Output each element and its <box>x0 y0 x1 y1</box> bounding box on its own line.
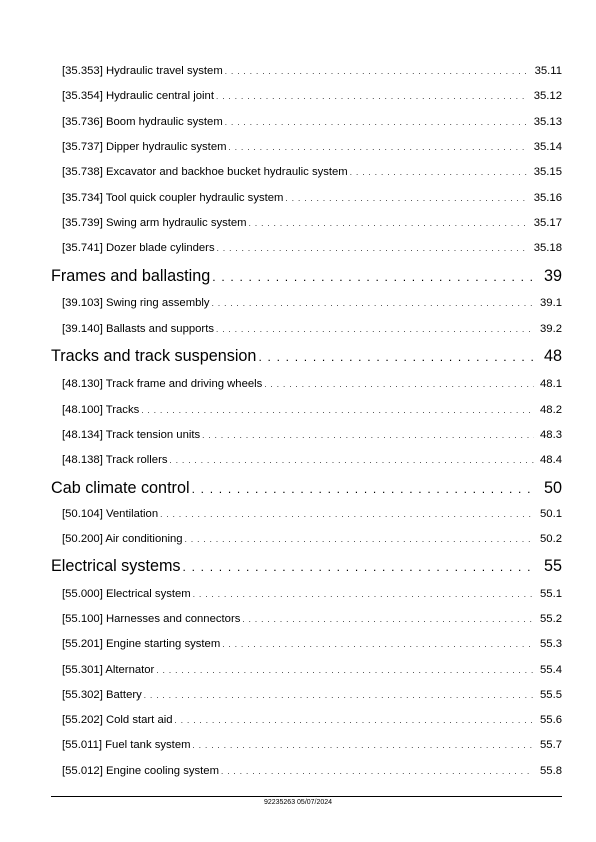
dot-leader <box>141 406 534 415</box>
toc-entry[interactable] <box>62 588 562 604</box>
toc-entry-label: [48.138] Track rollers <box>62 454 168 466</box>
toc-entry-label: [35.736] Boom hydraulic system <box>62 116 223 128</box>
toc-entry[interactable] <box>62 378 562 394</box>
toc-entry[interactable] <box>62 638 562 654</box>
toc-entry-label: [35.737] Dipper hydraulic system <box>62 141 227 153</box>
toc-entry[interactable] <box>62 192 562 208</box>
toc-entry-label: [35.734] Tool quick coupler hydraulic system <box>62 192 284 204</box>
toc-entry-page: 39.2 <box>540 323 562 335</box>
dot-leader <box>193 741 534 750</box>
toc-entry[interactable] <box>62 613 562 629</box>
toc-section-label: Frames and ballasting <box>51 267 211 285</box>
dot-leader <box>175 716 534 725</box>
toc-entry[interactable] <box>62 404 562 420</box>
toc-entry-label: [55.012] Engine cooling system <box>62 765 219 777</box>
dot-leader <box>216 92 528 101</box>
dot-leader <box>193 590 534 599</box>
toc-entry-page: 55.8 <box>540 765 562 777</box>
toc-entry-label: [35.738] Excavator and backhoe bucket hydraulic system <box>62 166 348 178</box>
toc-entry-page: 55.3 <box>540 638 562 650</box>
dot-leader <box>225 67 529 76</box>
dot-leader <box>212 270 534 284</box>
toc-entry-label: [35.739] Swing arm hydraulic system <box>62 217 247 229</box>
toc-entry-page: 35.14 <box>533 141 562 153</box>
toc-section-heading[interactable] <box>51 557 562 579</box>
toc-entry-label: [48.100] Tracks <box>62 404 140 416</box>
toc-entry[interactable] <box>62 90 562 106</box>
toc-entry-label: [50.200] Air conditioning <box>62 533 183 545</box>
dot-leader <box>264 380 534 389</box>
footer-divider <box>51 796 562 797</box>
toc-entry-page: 48.4 <box>540 454 562 466</box>
dot-leader <box>249 219 528 228</box>
toc-entry[interactable] <box>62 533 562 549</box>
toc-entry[interactable] <box>62 242 562 258</box>
dot-leader <box>212 299 534 308</box>
toc-entry-page: 48.2 <box>540 404 562 416</box>
toc-entry-label: [55.202] Cold start aid <box>62 714 173 726</box>
toc-entry-label: [55.011] Fuel tank system <box>62 739 191 751</box>
toc-entry-label: [35.741] Dozer blade cylinders <box>62 242 215 254</box>
toc-section-heading[interactable] <box>51 267 562 289</box>
toc-section-heading[interactable] <box>51 347 562 369</box>
toc-entry[interactable] <box>62 765 562 781</box>
toc-entry[interactable] <box>62 664 562 680</box>
toc-entry[interactable] <box>62 65 562 81</box>
toc-entry[interactable] <box>62 454 562 470</box>
toc-entry-label: [39.103] Swing ring assembly <box>62 297 210 309</box>
toc-section-label: Cab climate control <box>51 479 190 497</box>
toc-entry-label: [55.301] Alternator <box>62 664 155 676</box>
toc-entry-page: 55.7 <box>540 739 562 751</box>
toc-entry-label: [39.140] Ballasts and supports <box>62 323 214 335</box>
toc-entry-page: 35.15 <box>533 166 562 178</box>
toc-entry-label: [50.104] Ventilation <box>62 508 159 520</box>
toc-entry-label: [48.130] Track frame and driving wheels <box>62 378 263 390</box>
toc-entry-page: 55.5 <box>540 689 562 701</box>
toc-entry-label: [35.354] Hydraulic central joint <box>62 90 214 102</box>
toc-entry[interactable] <box>62 739 562 755</box>
toc-entry[interactable] <box>62 297 562 313</box>
dot-leader <box>160 510 534 519</box>
dot-leader <box>183 560 534 574</box>
toc-section-label: Tracks and track suspension <box>51 347 257 365</box>
toc-entry-page: 35.11 <box>534 65 562 77</box>
toc-entry-page: 39.1 <box>540 297 562 309</box>
dot-leader <box>242 615 534 624</box>
toc-entry[interactable] <box>62 166 562 182</box>
toc-entry-page: 35.18 <box>533 242 562 254</box>
toc-entry-page: 35.17 <box>533 217 562 229</box>
toc-entry[interactable] <box>62 116 562 132</box>
toc-section-label: Electrical systems <box>51 557 181 575</box>
dot-leader <box>156 666 534 675</box>
dot-leader <box>217 244 528 253</box>
toc-entry-label: [55.302] Battery <box>62 689 142 701</box>
toc-entry-page: 55.6 <box>540 714 562 726</box>
dot-leader <box>225 118 528 127</box>
toc-entry[interactable] <box>62 429 562 445</box>
toc-entry-label: [55.100] Harnesses and connectors <box>62 613 241 625</box>
toc-entry-label: [55.201] Engine starting system <box>62 638 221 650</box>
toc-section-page: 39 <box>543 267 562 285</box>
toc-entry-page: 35.13 <box>533 116 562 128</box>
dot-leader <box>192 482 534 496</box>
toc-section-heading[interactable] <box>51 479 562 501</box>
toc-section-page: 50 <box>543 479 562 497</box>
toc-entry[interactable] <box>62 323 562 339</box>
dot-leader <box>144 691 534 700</box>
toc-entry[interactable] <box>62 508 562 524</box>
toc-entry-page: 48.3 <box>540 429 562 441</box>
footer-document-id: 92235263 05/07/2024 <box>263 799 333 806</box>
toc-section-page: 48 <box>543 347 562 365</box>
toc-entry[interactable] <box>62 689 562 705</box>
toc-entry-page: 55.1 <box>540 588 562 600</box>
dot-leader <box>229 143 528 152</box>
toc-entry-page: 48.1 <box>540 378 562 390</box>
toc-entry[interactable] <box>62 217 562 233</box>
toc-entry[interactable] <box>62 714 562 730</box>
dot-leader <box>258 350 534 364</box>
dot-leader <box>185 535 534 544</box>
dot-leader <box>202 431 534 440</box>
toc-entry-page: 50.2 <box>540 533 562 545</box>
dot-leader <box>221 767 534 776</box>
dot-leader <box>285 194 527 203</box>
toc-entry[interactable] <box>62 141 562 157</box>
toc-section-page: 55 <box>543 557 562 575</box>
toc-entry-label: [55.000] Electrical system <box>62 588 191 600</box>
dot-leader <box>222 640 534 649</box>
dot-leader <box>169 456 534 465</box>
toc-entry-page: 55.4 <box>540 664 562 676</box>
toc-entry-page: 50.1 <box>540 508 562 520</box>
toc-entry-page: 35.12 <box>533 90 562 102</box>
toc-entry-page: 55.2 <box>540 613 562 625</box>
toc-entry-label: [48.134] Track tension units <box>62 429 201 441</box>
dot-leader <box>350 168 528 177</box>
toc-entry-page: 35.16 <box>533 192 562 204</box>
toc-entry-label: [35.353] Hydraulic travel system <box>62 65 223 77</box>
dot-leader <box>216 325 534 334</box>
